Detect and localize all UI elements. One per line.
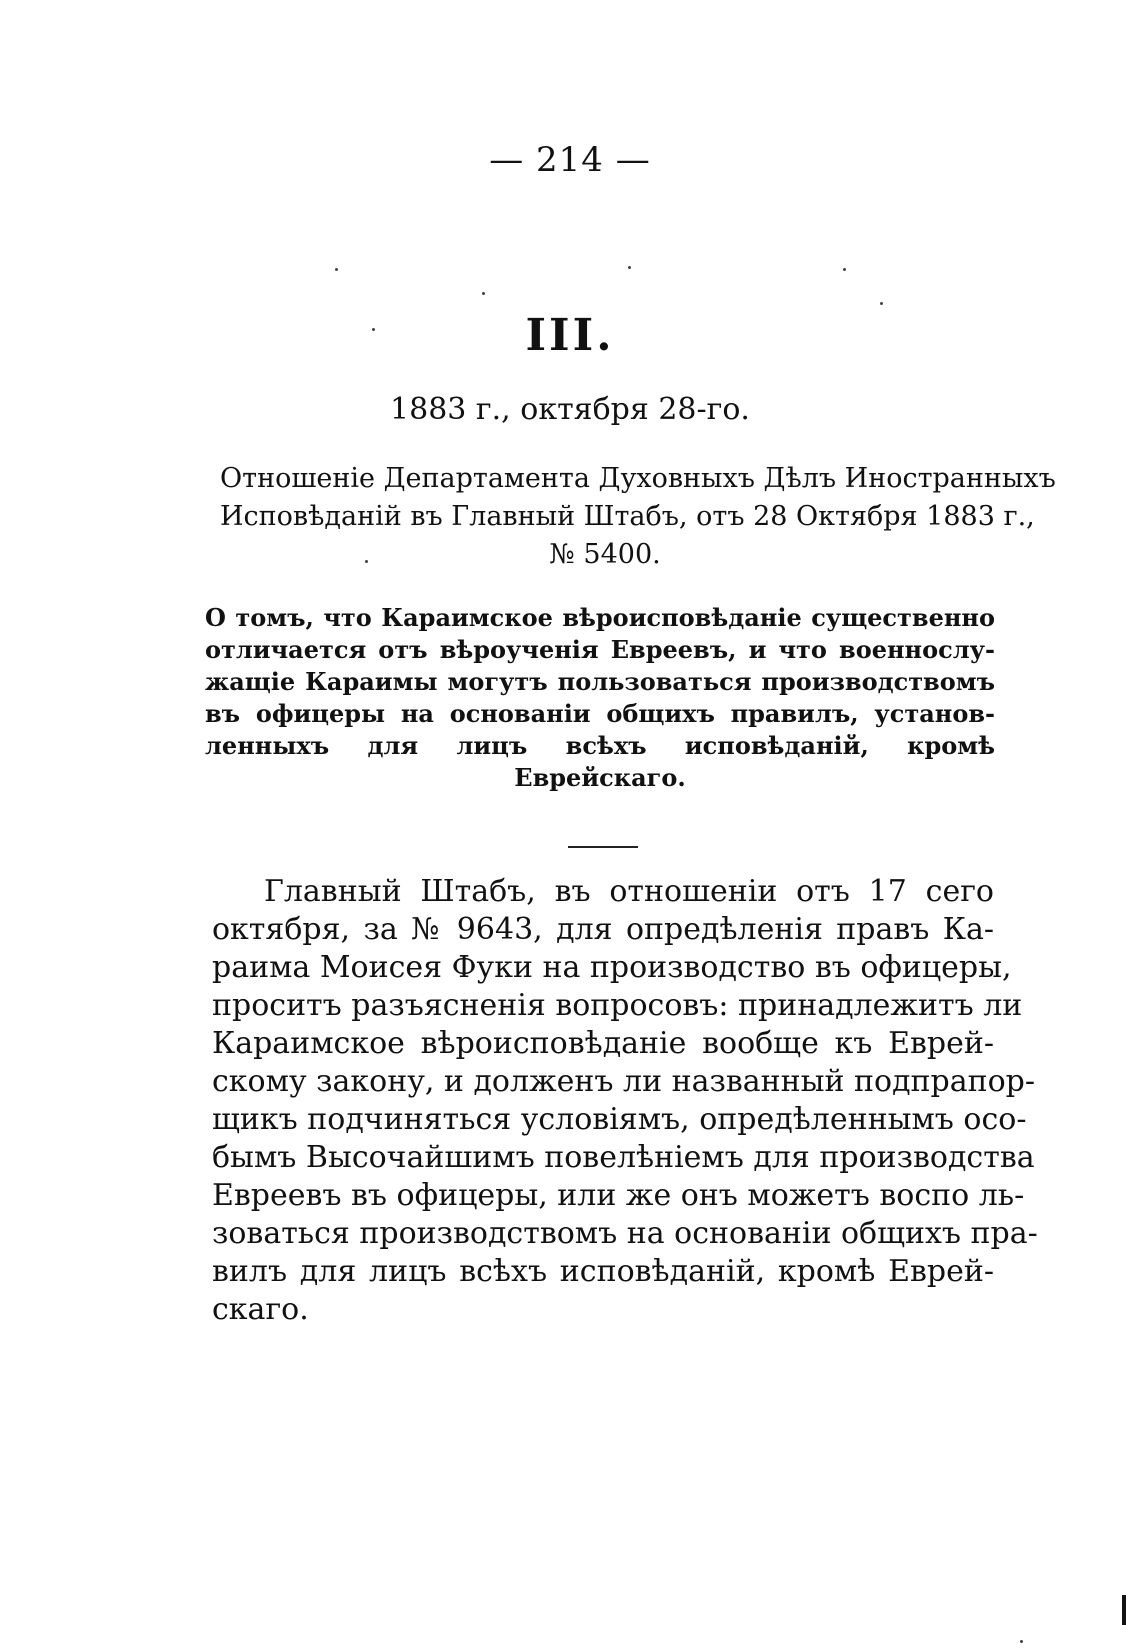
document-date: 1883 г., октября 28-го. — [390, 392, 750, 427]
page-number: — 214 — — [489, 140, 651, 180]
document-header — [220, 460, 1056, 574]
summary-line: жащіе Караимы могутъ пользоваться производствомъ — [205, 667, 995, 696]
scan-speck — [880, 302, 883, 305]
body-line: октября, за № 9643, для опредѣленія правъ Ка- — [212, 912, 994, 947]
summary-line: отличается отъ вѣроученія Евреевъ, и что военнослу- — [205, 635, 995, 664]
scan-speck — [628, 266, 631, 269]
scan-edge-mark — [1122, 1595, 1126, 1625]
section-number: III. — [525, 310, 615, 361]
body-line: щикъ подчиняться условіямъ, опредѣленнымъ осо- — [212, 1102, 1027, 1137]
summary-line: О томъ, что Караимское вѣроисповѣданіе существенно — [205, 603, 995, 632]
summary-line: ленныхъ для лицъ всѣхъ исповѣданій, кромѣ — [205, 731, 995, 760]
header-line: Отношеніе Департамента Духовныхъ Дѣлъ Иностранныхъ — [220, 463, 1056, 494]
section-divider — [568, 846, 638, 848]
body-line: Евреевъ въ офицеры, или же онъ можетъ воспо ль- — [212, 1178, 1025, 1213]
body-line: бымъ Высочайшимъ повелѣніемъ для производства — [212, 1140, 1035, 1175]
scan-speck — [843, 268, 846, 271]
body-line: раима Моисея Фуки на производство въ офицеры, — [212, 950, 1012, 985]
header-line: Исповѣданій въ Главный Штабъ, отъ 28 Октября 1883 г., — [220, 501, 1035, 532]
header-line: № 5400. — [549, 539, 661, 570]
scan-speck — [372, 328, 375, 331]
body-line: Главный Штабъ, въ отношеніи отъ 17 сего — [264, 874, 994, 909]
body-line: вилъ для лицъ всѣхъ исповѣданій, кромѣ Еврей- — [212, 1254, 994, 1289]
scan-speck — [1020, 1640, 1023, 1643]
document-summary — [205, 602, 995, 794]
summary-line: Еврейскаго. — [514, 763, 686, 792]
body-paragraph — [212, 873, 1038, 1329]
body-line: скаго. — [212, 1292, 309, 1327]
body-line: зоваться производствомъ на основаніи общихъ пра- — [212, 1216, 1038, 1251]
scan-speck — [335, 268, 338, 271]
scan-speck — [482, 292, 485, 295]
scan-speck — [365, 560, 368, 563]
body-line: проситъ разъясненія вопросовъ: принадлежитъ ли — [212, 988, 1023, 1023]
summary-line: въ офицеры на основаніи общихъ правилъ, установ- — [205, 699, 995, 728]
body-line: Караимское вѣроисповѣданіе вообще къ Еврей- — [212, 1026, 994, 1061]
body-line: скому закону, и долженъ ли названный подпрапор- — [212, 1064, 1036, 1099]
